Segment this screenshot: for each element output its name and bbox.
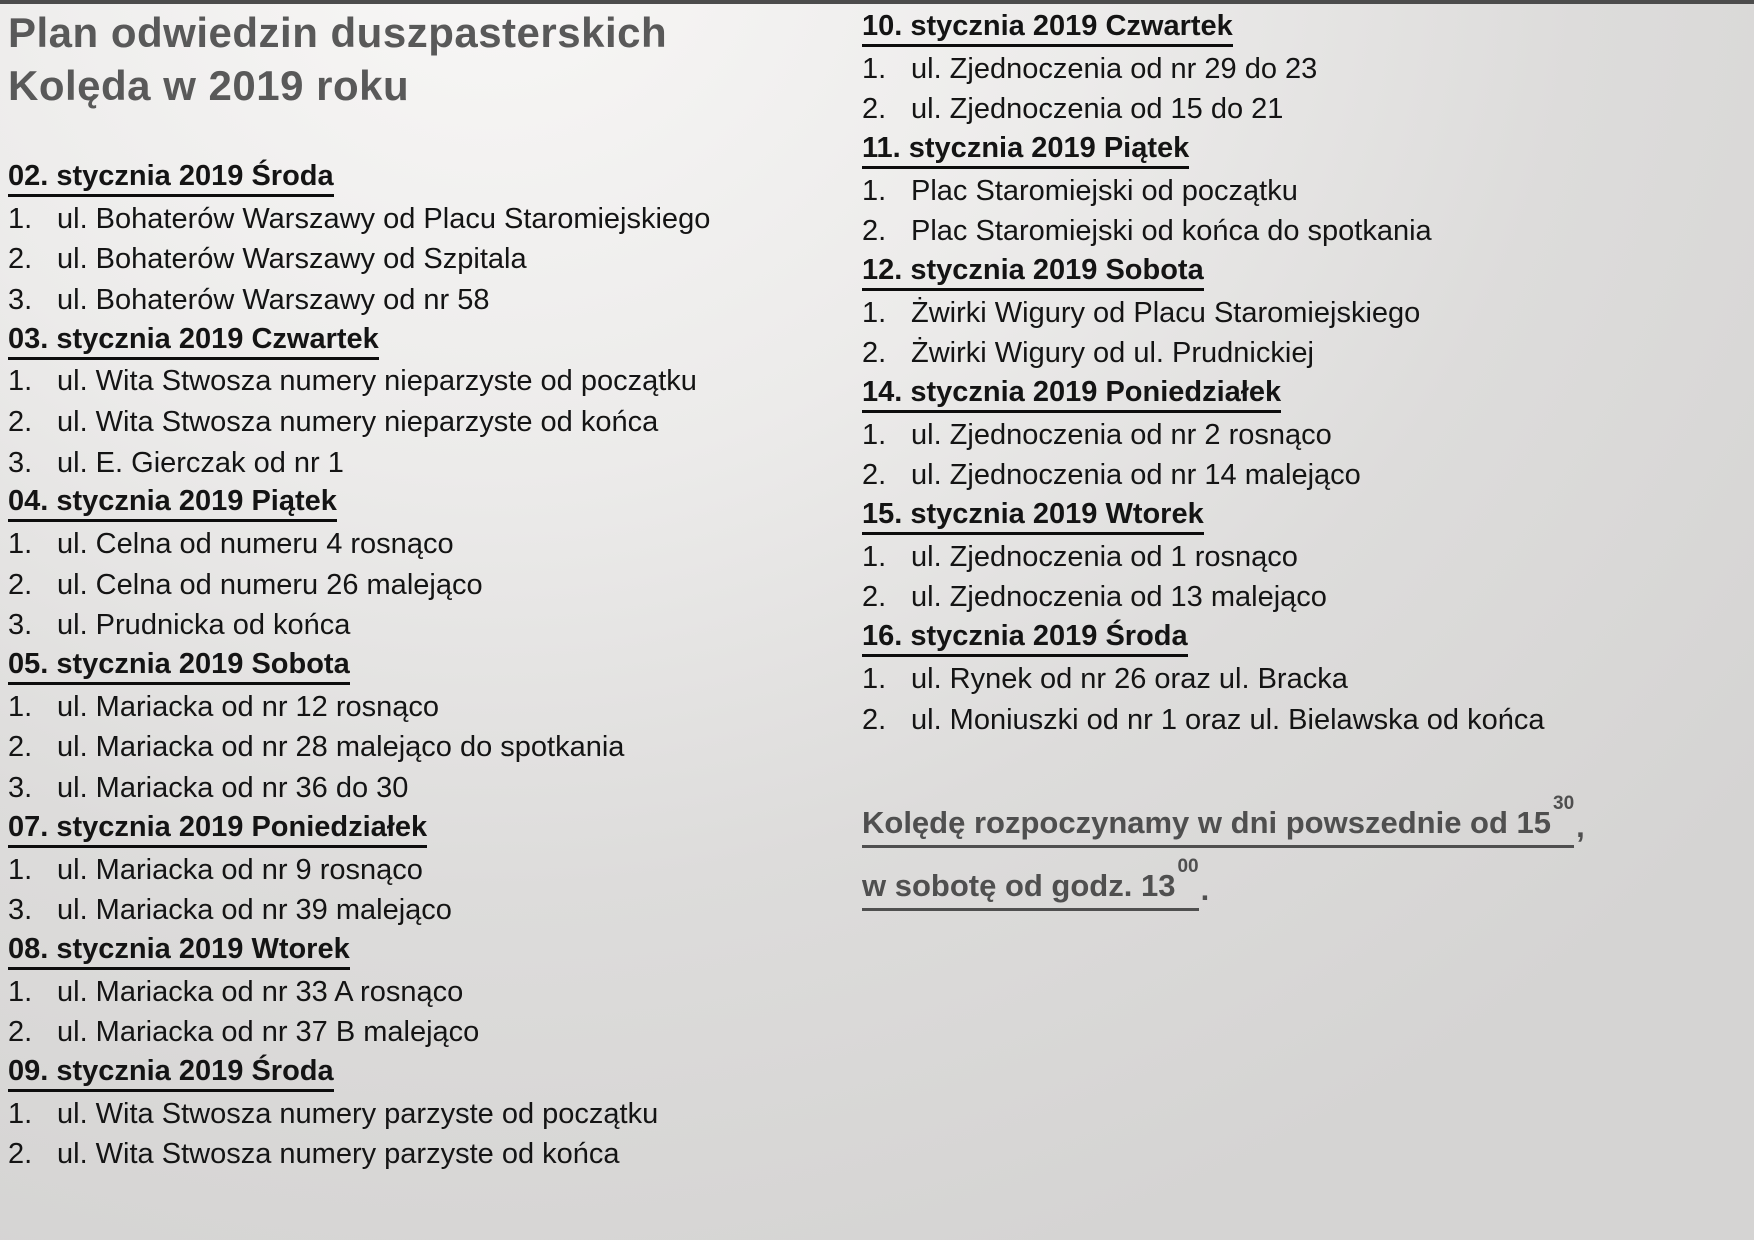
list-item [8,199,854,240]
item-text: ul. Mariacka od nr 36 do 30 [57,772,409,805]
note-line-1-text: Kolędę rozpoczynamy w dni powszednie od 15 [862,805,1552,841]
list-item [8,768,854,809]
section-heading-text: 07. stycznia 2019 Poniedziałek [8,811,427,848]
item-number: 1. [862,662,887,695]
item-number: 1. [8,528,33,561]
item-number: 2. [862,703,887,736]
section-heading [8,809,854,850]
item-number: 2. [8,1138,33,1171]
list-item [862,89,1746,130]
item-number: 1. [862,52,887,85]
section-heading-text: 11. stycznia 2019 Piątek [862,132,1189,169]
item-text: ul. Mariacka od nr 33 A rosnąco [57,975,464,1008]
list-item [8,1135,854,1176]
list-item [862,578,1746,619]
list-item [862,49,1746,90]
item-number: 2. [862,581,887,614]
item-number: 1. [8,690,33,723]
item-number: 3. [8,772,33,805]
section-heading [8,931,854,972]
section-heading-text: 10. stycznia 2019 Czwartek [862,10,1233,47]
list-item [862,293,1746,334]
item-number: 1. [862,174,887,207]
item-number: 2. [8,243,33,276]
note-line-1-superscript: 30 [1553,793,1575,815]
section-heading-text: 16. stycznia 2019 Środa [862,620,1188,657]
item-number: 2. [862,215,887,248]
section-heading [862,496,1746,537]
list-item [8,606,854,647]
item-text: ul. Rynek od nr 26 oraz ul. Bracka [911,662,1348,695]
item-text: ul. Wita Stwosza numery nieparzyste od początku [57,365,697,398]
item-text: ul. Wita Stwosza numery nieparzyste od końca [57,405,659,438]
item-text: ul. Zjednoczenia od nr 2 rosnąco [911,418,1332,451]
top-edge-bar [0,0,1754,4]
item-text: ul. Mariacka od nr 9 rosnąco [57,853,423,886]
item-number: 1. [8,365,33,398]
list-item [8,1012,854,1053]
item-number: 1. [8,975,33,1008]
section-heading-text: 03. stycznia 2019 Czwartek [8,323,379,360]
right-column [862,8,1746,921]
item-number: 1. [8,202,33,235]
list-item [8,402,854,443]
item-text: ul. Zjednoczenia od nr 14 malejąco [911,459,1361,492]
item-number: 1. [8,1097,33,1130]
list-item [862,334,1746,375]
item-text: ul. Mariacka od nr 37 B malejąco [57,1016,480,1049]
note-line-2-text: w sobotę od godz. 13 [862,868,1176,904]
item-number: 2. [862,337,887,370]
note-line-2 [862,858,1746,921]
section-heading-text: 08. stycznia 2019 Wtorek [8,933,350,970]
list-item [862,415,1746,456]
item-text: ul. Celna od numeru 26 malejąco [57,568,483,601]
section-heading [8,321,854,362]
section-heading [862,130,1746,171]
item-text: Żwirki Wigury od Placu Staromiejskiego [911,296,1421,329]
page-title-line-2: Kolęda w 2019 roku [8,62,410,109]
list-item [862,659,1746,700]
item-number: 3. [8,894,33,927]
item-text: ul. Mariacka od nr 12 rosnąco [57,690,440,723]
item-number: 3. [8,609,33,642]
item-text: Żwirki Wigury od ul. Prudnickiej [911,337,1314,370]
item-number: 1. [862,540,887,573]
list-item [8,361,854,402]
list-item [8,850,854,891]
section-heading-text: 14. stycznia 2019 Poniedziałek [862,376,1281,413]
item-text: ul. Bohaterów Warszawy od nr 58 [57,283,490,316]
section-heading [862,8,1746,49]
item-text: ul. Mariacka od nr 39 malejąco [57,894,452,927]
section-heading [8,158,854,199]
list-item [8,443,854,484]
item-text: ul. Wita Stwosza numery parzyste od końca [57,1138,620,1171]
item-number: 2. [8,568,33,601]
item-text: ul. Zjednoczenia od 13 malejąco [911,581,1327,614]
section-heading [8,484,854,525]
section-heading [8,1053,854,1094]
section-heading-text: 12. stycznia 2019 Sobota [862,254,1204,291]
item-text: ul. Bohaterów Warszawy od Szpitala [57,243,527,276]
item-text: ul. Zjednoczenia od 1 rosnąco [911,540,1298,573]
item-number: 1. [862,418,887,451]
list-item [862,171,1746,212]
section-heading-text: 05. stycznia 2019 Sobota [8,648,350,685]
item-number: 2. [8,405,33,438]
item-text: ul. Wita Stwosza numery parzyste od początku [57,1097,659,1130]
item-number: 2. [8,731,33,764]
item-number: 3. [8,446,33,479]
item-number: 1. [8,853,33,886]
item-text: ul. E. Gierczak od nr 1 [57,446,344,479]
item-text: ul. Zjednoczenia od 15 do 21 [911,93,1284,126]
item-number: 3. [8,283,33,316]
item-text: ul. Mariacka od nr 28 malejąco do spotkania [57,731,625,764]
list-item [862,211,1746,252]
note-line-1-tail: , [1576,808,1585,844]
page-title [8,6,828,112]
schedule-note [862,795,1746,921]
right-column-sections [862,8,1746,740]
item-text: Plac Staromiejski od początku [911,174,1298,207]
list-item [862,456,1746,497]
list-item [8,890,854,931]
left-column [8,158,854,1175]
section-heading-text: 04. stycznia 2019 Piątek [8,485,337,522]
item-text: ul. Celna od numeru 4 rosnąco [57,528,454,561]
section-heading-text: 02. stycznia 2019 Środa [8,160,334,197]
section-heading [8,646,854,687]
section-heading [862,618,1746,659]
list-item [8,565,854,606]
list-item [862,700,1746,741]
item-text: Plac Staromiejski od końca do spotkania [911,215,1432,248]
list-item [8,524,854,565]
section-heading [862,374,1746,415]
list-item [8,1094,854,1135]
item-number: 2. [862,459,887,492]
section-heading-text: 09. stycznia 2019 Środa [8,1055,334,1092]
item-text: ul. Moniuszki od nr 1 oraz ul. Bielawska od końca [911,703,1545,736]
list-item [8,280,854,321]
list-item [8,239,854,280]
list-item [8,972,854,1013]
note-line-2-superscript: 00 [1177,856,1199,878]
item-text: ul. Prudnicka od końca [57,609,351,642]
note-line-1 [862,795,1746,858]
section-heading-text: 15. stycznia 2019 Wtorek [862,498,1204,535]
note-line-2-tail: . [1200,871,1210,907]
note-line-2-underlined [862,856,1199,911]
note-line-1-underlined [862,793,1575,848]
list-item [862,537,1746,578]
item-number: 1. [862,296,887,329]
list-item [8,687,854,728]
item-text: ul. Zjednoczenia od nr 29 do 23 [911,52,1318,85]
item-number: 2. [862,93,887,126]
section-heading [862,252,1746,293]
page-title-line-1: Plan odwiedzin duszpasterskich [8,9,668,56]
item-number: 2. [8,1016,33,1049]
item-text: ul. Bohaterów Warszawy od Placu Staromiejskiego [57,202,711,235]
list-item [8,728,854,769]
